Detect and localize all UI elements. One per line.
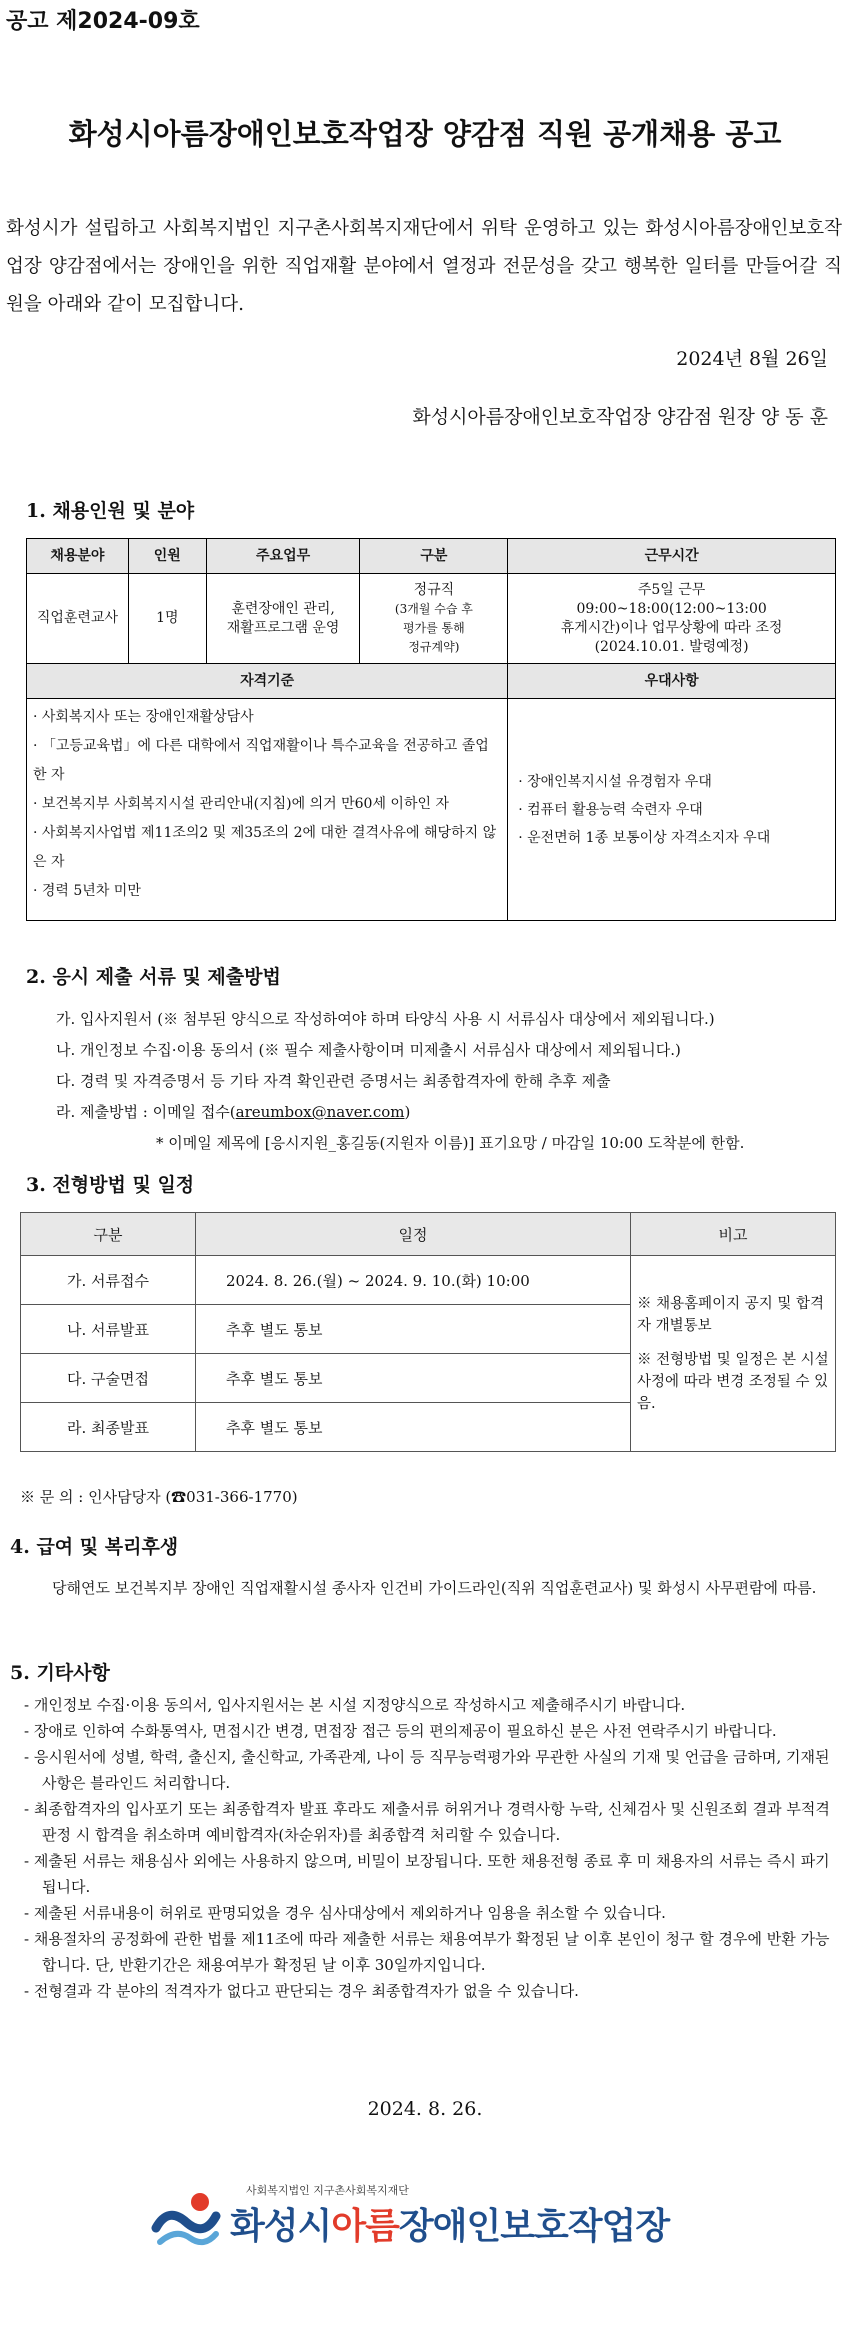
logo-part: 장애인보호작업장: [398, 2206, 670, 2247]
header-count: 인원: [128, 539, 206, 574]
list-item: · 운전면허 1종 보통이상 자격소지자 우대: [518, 829, 771, 846]
remark-line: ※ 전형방법 및 일정은 본 시설 사정에 따라 변경 조정될 수 있음.: [637, 1351, 829, 1412]
section-2-heading: 2. 응시 제출 서류 및 제출방법: [26, 966, 281, 988]
preference-header: 우대사항: [508, 664, 836, 699]
type-line: 정규직: [413, 581, 455, 598]
list-item: - 개인정보 수집·이용 동의서, 입사지원서는 본 시설 지정양식으로 작성하시고 제출해주시기 바랍니다.: [24, 1696, 686, 1714]
intro-paragraph: 화성시가 설립하고 사회복지법인 지구촌사회복지재단에서 위탁 운영하고 있는 화성시아름장애인보호작업장 양감점에서는 장애인을 위한 직업재활 분야에서 열정과 전문성을 갖고 행복한 일터를 만들어갈 직원을 아래와 같이 모집합니다.: [6, 218, 842, 315]
type-line: 평가를 통해: [402, 620, 465, 635]
misc-list: [24, 1692, 840, 2004]
logo-subtitle: 사회복지법인 지구촌사회복지재단: [246, 2184, 409, 2197]
header-duty: 주요업무: [206, 539, 360, 574]
stage-cell: 가. 서류접수: [21, 1256, 196, 1305]
remark-line: ※ 채용홈페이지 공지 및 합격자 개별통보: [637, 1295, 825, 1334]
schedule-cell: 추후 별도 통보: [196, 1354, 631, 1403]
preference-list: [508, 699, 836, 921]
header-remark: 비고: [631, 1213, 836, 1256]
hours-line: 주5일 근무: [637, 581, 706, 598]
schedule-cell: 추후 별도 통보: [196, 1403, 631, 1452]
hours-line: 휴게시간)이나 업무상황에 따라 조정: [560, 619, 783, 636]
method-suffix: ): [404, 1103, 411, 1121]
email-note: * 이메일 제목에 [응시지원_홍길동(지원자 이름)] 표기요망 / 마감일 10:00 도착분에 한함.: [156, 1134, 745, 1152]
list-item: 가. 입사지원서 (※ 첨부된 양식으로 작성하여야 하며 타양식 사용 시 서류심사 대상에서 제외됩니다.): [56, 1010, 715, 1028]
submission-method: [56, 1097, 744, 1128]
section-5-heading: 5. 기타사항: [10, 1662, 110, 1684]
header-field: 채용분야: [27, 539, 129, 574]
logo-part-accent: 아름: [331, 2206, 399, 2247]
header-type: 구분: [360, 539, 508, 574]
list-item: · 컴퓨터 활용능력 숙련자 우대: [518, 801, 703, 818]
notice-number: 공고 제2024-09호: [6, 9, 200, 34]
qual-header-row: [27, 664, 836, 699]
header-stage: 구분: [21, 1213, 196, 1256]
list-item: - 채용절차의 공정화에 관한 법률 제11조에 따라 제출한 서류는 채용여부가 확정된 날 이후 본인이 청구 할 경우에 반환 가능합니다. 단, 반환기간은 채용여부가 확정된 날 이후 30일까지입니다.: [24, 1930, 830, 1974]
schedule-cell: 추후 별도 통보: [196, 1305, 631, 1354]
table-header-row: [21, 1213, 836, 1256]
method-prefix: 라. 제출방법 : 이메일 접수(: [56, 1103, 236, 1121]
table-row: [27, 574, 836, 664]
table-row: [21, 1256, 836, 1305]
list-item: - 장애로 인하여 수화통역사, 면접시간 변경, 면접장 접근 등의 편의제공이 필요하신 분은 사전 연락주시기 바랍니다.: [24, 1722, 777, 1740]
hours-line: 09:00~18:00(12:00~13:00: [576, 600, 767, 617]
qualification-list: [27, 699, 508, 921]
type-line: (3개월 수습 후: [394, 601, 473, 616]
hours-line: (2024.10.01. 발령예정): [594, 638, 749, 655]
list-item: - 전형결과 각 분야의 적격자가 없다고 판단되는 경우 최종합격자가 없을 수 있습니다.: [24, 1982, 579, 2000]
page-title: 화성시아름장애인보호작업장 양감점 직원 공개채용 공고: [68, 117, 782, 151]
list-item: - 응시원서에 성별, 학력, 출신지, 출신학교, 가족관계, 나이 등 직무능력평가와 무관한 사실의 기재 및 언급을 금하며, 기재된 사항은 블라인드 처리합니다.: [24, 1748, 830, 1792]
list-item: · 보건복지부 사회복지시설 관리안내(지침)에 의거 만60세 이하인 자: [33, 796, 449, 812]
type-line: 정규계약): [408, 639, 460, 654]
stage-cell: 나. 서류발표: [21, 1305, 196, 1354]
cell-hours: [508, 574, 836, 664]
logo-icon: [150, 2188, 222, 2254]
list-item: · 장애인복지시설 유경험자 우대: [518, 773, 712, 790]
table-header-row: [27, 539, 836, 574]
section-3-heading: 3. 전형방법 및 일정: [26, 1174, 195, 1196]
list-item: · 경력 5년차 미만: [33, 883, 141, 899]
stage-cell: 라. 최종발표: [21, 1403, 196, 1452]
section-1-heading: 1. 채용인원 및 분야: [26, 500, 195, 522]
list-item: · 「고등교육법」에 다른 대학에서 직업재활이나 특수교육을 전공하고 졸업한 자: [33, 738, 489, 783]
header-hours: 근무시간: [508, 539, 836, 574]
list-item: 다. 경력 및 자격증명서 등 기타 자격 확인관련 증명서는 최종합격자에 한해 추후 제출: [56, 1072, 611, 1090]
section-4-heading: 4. 급여 및 복리후생: [10, 1536, 179, 1558]
logo-part: 화성시: [230, 2206, 332, 2247]
list-item: - 제출된 서류는 채용심사 외에는 사용하지 않으며, 비밀이 보장됩니다. 또한 채용전형 종료 후 미 채용자의 서류는 즉시 파기됩니다.: [24, 1852, 830, 1896]
bottom-date: 2024. 8. 26.: [367, 2098, 483, 2120]
qualification-header: 자격기준: [27, 664, 508, 699]
stage-cell: 다. 구술면접: [21, 1354, 196, 1403]
salary-text: 당해연도 보건복지부 장애인 직업재활시설 종사자 인건비 가이드라인(직위 직업훈련교사) 및 화성시 사무편람에 따름.: [52, 1579, 817, 1597]
list-item: - 제출된 서류내용이 허위로 판명되었을 경우 심사대상에서 제외하거나 임용을 취소할 수 있습니다.: [24, 1904, 666, 1922]
schedule-table: [20, 1212, 836, 1452]
recruitment-table: [26, 538, 836, 921]
signature-line: 화성시아름장애인보호작업장 양감점 원장 양 동 훈: [412, 406, 828, 428]
cell-type: [360, 574, 508, 664]
cell-field: 직업훈련교사: [27, 574, 129, 664]
email-link[interactable]: areumbox@naver.com: [235, 1103, 405, 1121]
duty-line: 훈련장애인 관리,: [231, 600, 335, 617]
list-item: - 최종합격자의 입사포기 또는 최종합격자 발표 후라도 제출서류 허위거나 경력사항 누락, 신체검사 및 신원조회 결과 부적격 판정 시 합격을 취소하며 예비합격자(차순위자)를 최종합격 처리할 수 있습니다.: [24, 1800, 830, 1844]
notice-date: 2024년 8월 26일: [676, 348, 828, 370]
cell-count: 1명: [128, 574, 206, 664]
logo-wordmark: [230, 2198, 669, 2249]
qual-row: [27, 699, 836, 921]
list-item: 나. 개인정보 수집·이용 동의서 (※ 필수 제출사항이며 미제출시 서류심사 대상에서 제외됩니다.): [56, 1041, 681, 1059]
contact-info: ※ 문 의 : 인사담당자 (☎031-366-1770): [20, 1488, 298, 1506]
remark-cell: [631, 1256, 836, 1452]
document-list: [56, 1004, 744, 1159]
duty-line: 재활프로그램 운영: [226, 619, 340, 636]
cell-duty: [206, 574, 360, 664]
list-item: · 사회복지사업법 제11조의2 및 제35조의 2에 대한 결격사유에 해당하지 않은 자: [33, 825, 497, 870]
list-item: · 사회복지사 또는 장애인재활상담사: [33, 709, 254, 725]
header-schedule: 일정: [196, 1213, 631, 1256]
schedule-cell: 2024. 8. 26.(월) ~ 2024. 9. 10.(화) 10:00: [196, 1256, 631, 1305]
